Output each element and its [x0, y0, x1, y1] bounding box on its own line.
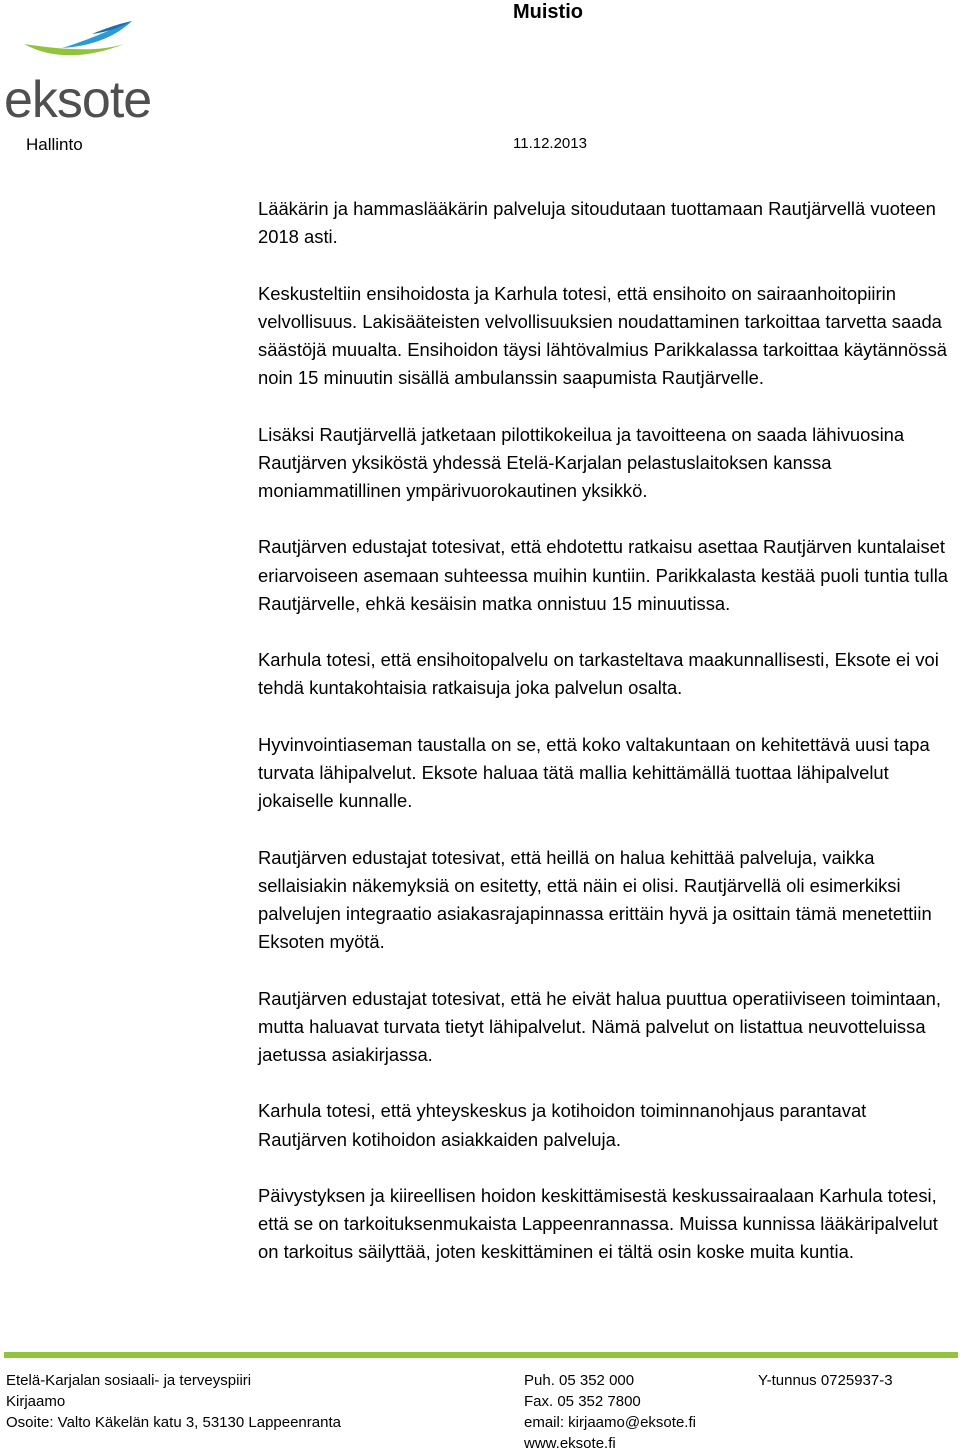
paragraph: Rautjärven edustajat totesivat, että he eivät halua puuttua operatiiviseen toimintaan, mutta haluavat turvata tietyt lähipalvelut. Nämä palvelut on listattua neuvotteluissa jaetussa asiakirjassa.: [258, 987, 941, 1065]
footer-phone: Puh. 05 352 000: [524, 1372, 635, 1389]
paragraph: Keskusteltiin ensihoidosta ja Karhula totesi, että ensihoito on sairaanhoitopiirin velvollisuus. Lakisääteisten velvollisuuksien noudattaminen tarkoittaa tarvetta saada säästöjä muualta. Ensihoidon täysi lähtövalmius Parikkalassa tarkoittaa käytännössä noin 15 minuutin sisällä ambulanssin saapumista Rautjärvelle.: [258, 282, 947, 389]
paragraph: Rautjärven edustajat totesivat, että ehdotettu ratkaisu asettaa Rautjärven kuntalaiset eriarvoiseen asemaan suhteessa muihin kuntiin. Parikkalasta kestää puoli tuntia tulla Rautjärvelle, ehkä kesäisin matka onnistuu 15 minuutissa.: [258, 536, 949, 614]
footer-business-id-block: [758, 1370, 893, 1391]
paragraph: Lääkärin ja hammaslääkärin palveluja sitoudutaan tuottamaan Rautjärvellä vuoteen 2018 asti.: [258, 198, 936, 248]
logo-wordmark: eksote: [4, 71, 152, 129]
footer-divider: [4, 1352, 958, 1358]
department-label: Hallinto: [26, 135, 83, 154]
memo-body: [258, 195, 958, 1295]
paragraph: Lisäksi Rautjärvellä jatketaan pilottikokeilua ja tavoitteena on saada lähivuosina Rautjärven yksiköstä yhdessä Etelä-Karjalan pelastuslaitoksen kanssa moniammatillinen ympärivuorokautinen yksikkö.: [258, 423, 905, 501]
document-type: Muistio: [513, 1, 583, 23]
footer-business-id: Y-tunnus 0725937-3: [758, 1372, 893, 1389]
paragraph: Hyvinvointiaseman taustalla on se, että koko valtakuntaan on kehitettävä uusi tapa turvata lähipalvelut. Eksote haluaa tätä mallia kehittämällä tuottaa lähipalvelut jokaiselle kunnalle.: [258, 733, 930, 812]
footer-address: Osoite: Valto Käkelän katu 3, 53130 Lappeenranta: [6, 1414, 341, 1431]
paragraph: Päivystyksen ja kiireellisen hoidon keskittämisestä keskussairaalaan Karhula totesi, että se on tarkoituksenmukaista Lappeenrannassa. Muissa kunnissa lääkäripalvelut on tarkoitus säilyttää, joten keskittäminen ei tältä osin koske muita kuntia.: [258, 1184, 938, 1263]
footer-office: Kirjaamo: [6, 1393, 66, 1410]
paragraph: Rautjärven edustajat totesivat, että heillä on halua kehittää palveluja, vaikka sellaisiakin näkemyksiä on esitetty, että näin ei olisi. Rautjärvellä oli esimerkiksi palvelujen integraatio asiakasrajapinnassa erittäin hyvä ja osittain tämä menetettiin Eksoten myötä.: [258, 846, 932, 953]
document-date: 11.12.2013: [513, 135, 587, 152]
footer-email: email: kirjaamo@eksote.fi: [524, 1414, 696, 1431]
paragraph: Karhula totesi, että ensihoitopalvelu on tarkasteltava maakunnallisesti, Eksote ei voi tehdä kuntakohtaisia ratkaisuja joka palvelun osalta.: [258, 649, 939, 699]
paragraph: Karhula totesi, että yhteyskeskus ja kotihoidon toiminnanohjaus parantavat Rautjärven kotihoidon asiakkaiden palveluja.: [258, 1100, 867, 1150]
footer-org-name: Etelä-Karjalan sosiaali- ja terveyspiiri: [6, 1372, 252, 1389]
footer-fax: Fax. 05 352 7800: [524, 1393, 641, 1410]
footer-address-block: [6, 1370, 341, 1433]
footer-contact-block: [524, 1370, 696, 1454]
footer-website: www.eksote.fi: [524, 1435, 616, 1452]
logo-swoosh-icon: [4, 18, 154, 78]
eksote-logo: [4, 18, 154, 129]
